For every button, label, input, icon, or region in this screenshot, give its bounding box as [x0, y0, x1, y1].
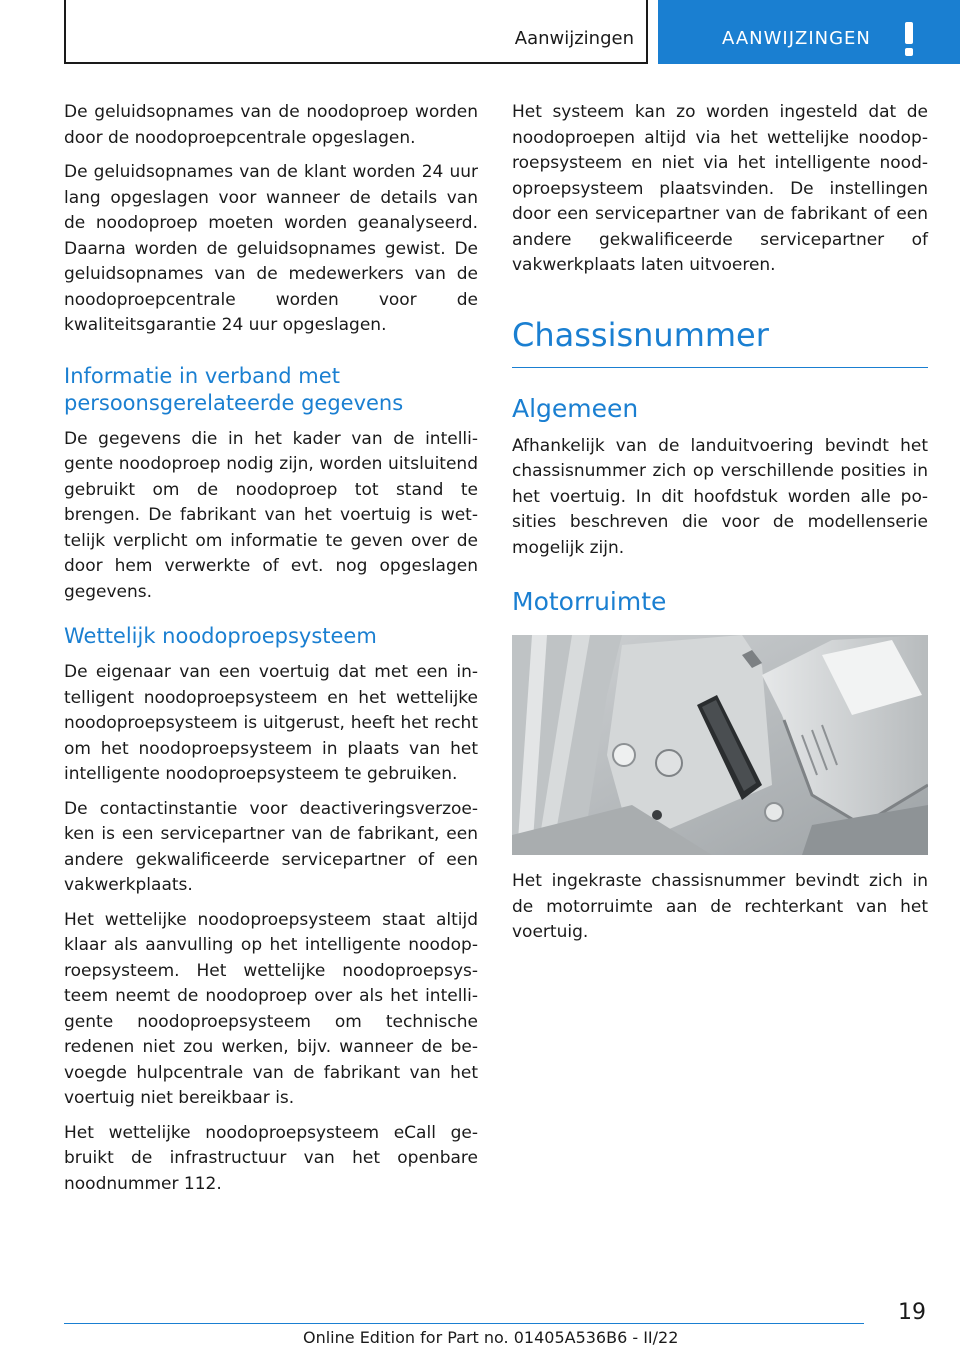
heading-engine-compartment: Motorruimte: [512, 587, 667, 616]
footer-divider: [64, 1323, 864, 1324]
paragraph: Het ingekraste chassisnummer bevindt zich in de motorruimte aan de rechterkant van het voertuig.: [512, 871, 928, 942]
exclamation-icon: [905, 22, 913, 56]
chapter-tab-label: AANWIJZINGEN: [722, 28, 871, 49]
heading-personal-data: Informatie in verband met persoonsgerelateerde gegevens: [64, 363, 404, 415]
heading-general: Algemeen: [512, 393, 639, 423]
heading-legal-emergency-system: Wettelijk noodoproepsysteem: [64, 624, 377, 648]
paragraph: De gegevens die in het kader van de intelligente noodoproep nodig zijn, worden uitsluitend gebruikt om de noodoproep tot stand te brengen. De fabrikant van het voertuig is wettelijk verplicht om informatie te geven over de door hem verwerkte of evt. nog opgeslagen gegevens.: [64, 428, 478, 602]
paragraph: Het wettelijke noodoproepsysteem eCall gebruikt de infrastructuur van het openbare noodnummer 112.: [64, 1122, 478, 1194]
paragraph: De geluidsopnames van de noodoproep worden door de noodoproepcentrale opgeslagen.: [64, 102, 478, 148]
heading-chassis-number: Chassisnummer: [512, 315, 928, 368]
page-number: 19: [898, 1300, 926, 1325]
right-column: [512, 100, 928, 955]
section-title: Aanwijzingen: [514, 28, 634, 49]
paragraph: Het wettelijke noodoproepsysteem staat altijd klaar als aanvulling op het intelligente noodoproepsysteem. Het wettelijke noodoproepsysteem neemt de noodoproep over als het intelligente noodoproepsysteem om technische redenen niet zou werken, bijv. wanneer de bevoegde hulpcentrale van de fabrikant van het voertuig niet bereikbaar is.: [64, 909, 478, 1108]
paragraph: Afhankelijk van de landuitvoering bevindt het chassisnummer zich op verschillende posities in het voertuig. In dit hoofdstuk worden alle posities beschreven die voor de modellenserie mogelijk zijn.: [512, 435, 928, 558]
paragraph: De eigenaar van een voertuig dat met een intelligent noodoproepsysteem en het wettelijke noodoproepsysteem is uitgerust, heeft het recht om het noodoproepsysteem in plaats van het intelligente noodoproepsysteem te gebruiken.: [64, 662, 478, 784]
engine-compartment-photo: [512, 635, 928, 855]
left-column: [64, 100, 478, 1206]
paragraph: De geluidsopnames van de klant worden 24 uur lang opgeslagen voor wanneer de details van de noodoproep moeten worden geanalyseerd. Daarna worden de geluidsopnames gewist. De geluidsopnames van de medewerkers van de noodoproepcentrale worden voor de kwaliteitsgarantie 24 uur opgeslagen.: [64, 162, 478, 335]
chapter-tab: [658, 0, 960, 64]
edition-label: Online Edition for Part no. 01405A536B6 - II/22: [303, 1328, 679, 1347]
header-section-box: [64, 0, 648, 64]
paragraph: De contactinstantie voor deactiveringsverzoeken is een servicepartner van de fabrikant, een andere gekwalificeerde servicepartner of een vakwerkplaats.: [64, 798, 478, 895]
paragraph: Het systeem kan zo worden ingesteld dat de noodoproepen altijd via het wettelijke noodoproepsysteem en niet via het intelligente noodoproepsysteem plaatsvinden. De instellingen door een servicepartner van de fabrikant of een andere gekwalificeerde servicepartner of vakwerkplaats laten uitvoeren.: [512, 102, 928, 275]
